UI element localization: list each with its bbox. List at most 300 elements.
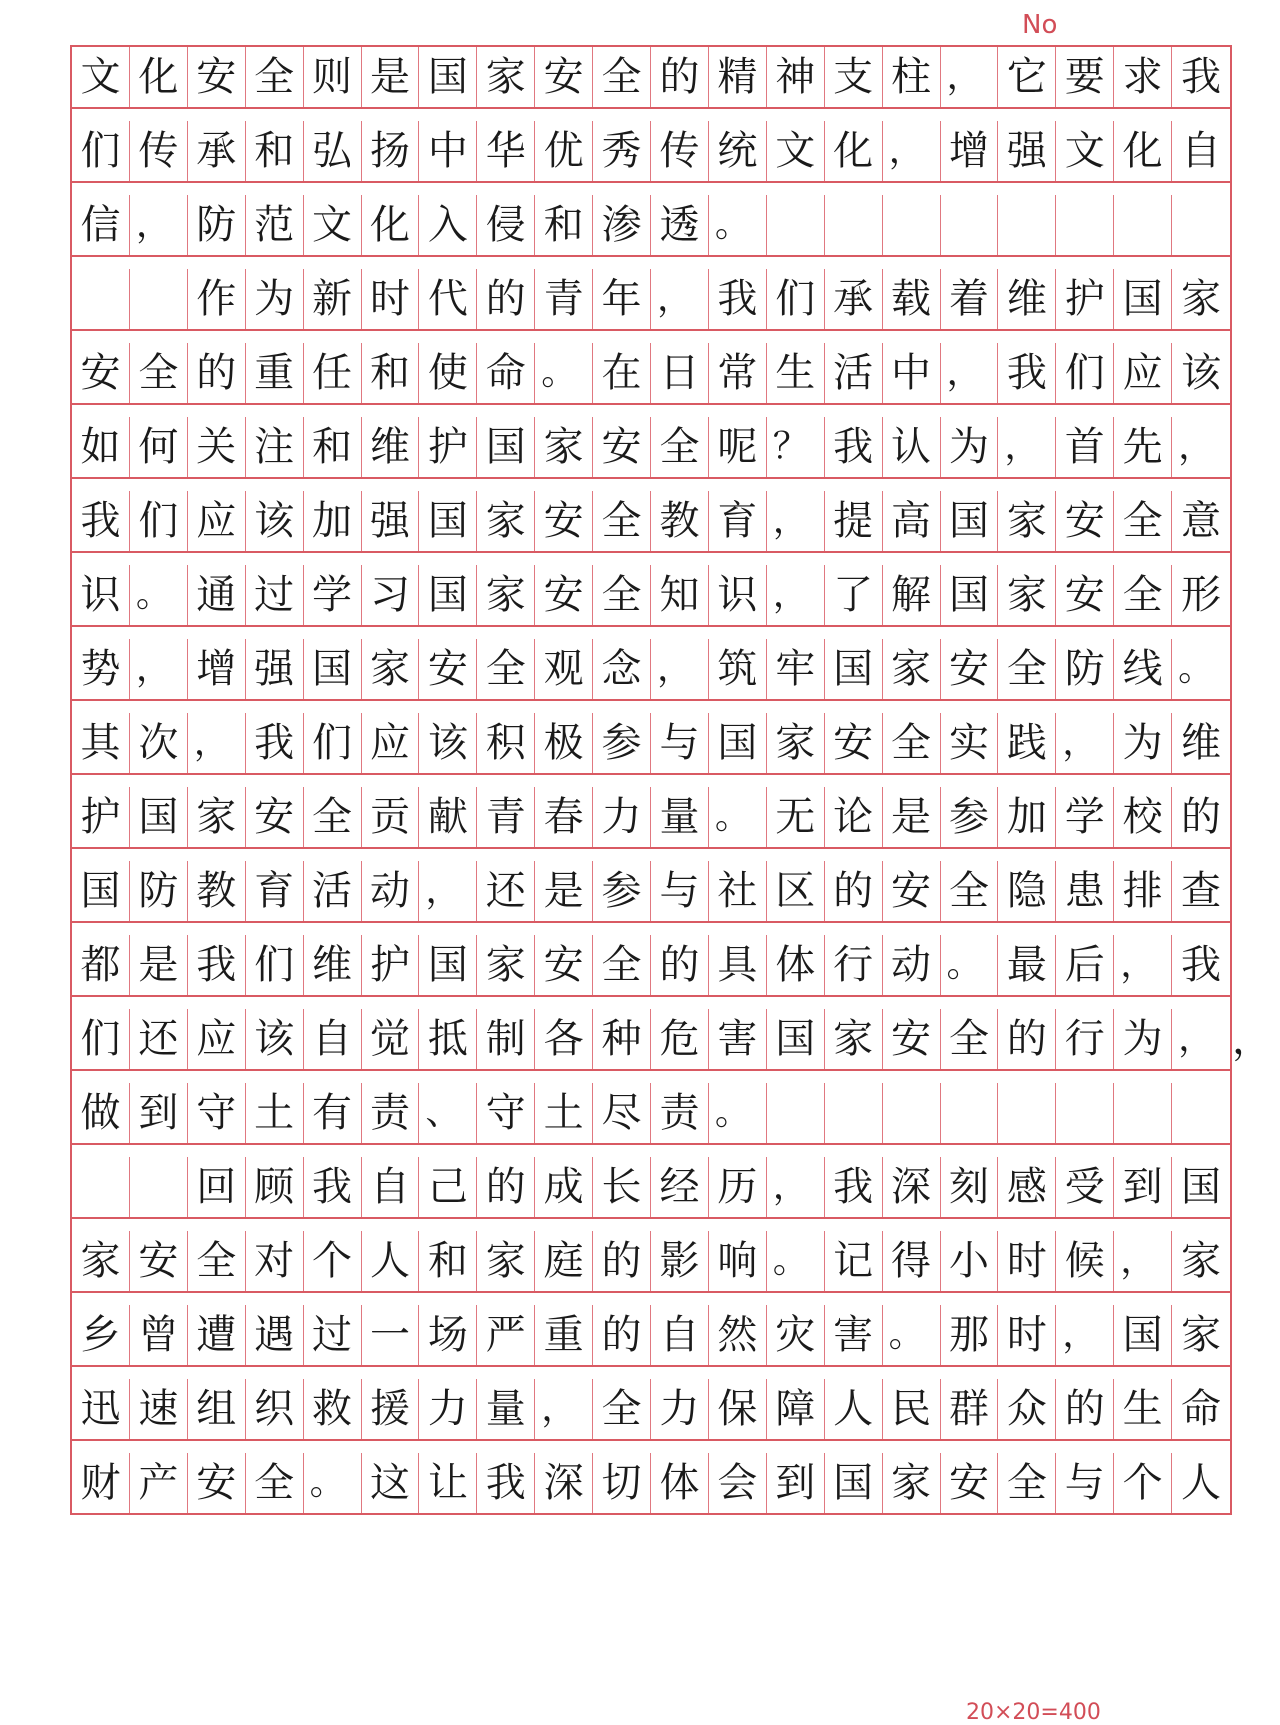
grid-cell: 与: [1056, 1453, 1114, 1513]
grid-row: [72, 1453, 1230, 1515]
grid-cell: 区: [767, 861, 825, 921]
grid-cell: 育: [246, 861, 304, 921]
grid-cell: 积: [477, 713, 535, 773]
grid-cell: 参: [593, 861, 651, 921]
grid-cell: 文: [1056, 121, 1114, 181]
grid-cell: 应: [188, 1009, 246, 1069]
grid-cell: 是: [362, 47, 420, 107]
grid-row: [72, 787, 1230, 849]
grid-cell: 渗: [593, 195, 651, 255]
grid-cell: 维: [362, 417, 420, 477]
grid-cell: 参: [593, 713, 651, 773]
grid-cell: 增: [188, 639, 246, 699]
grid-cell: 意: [1181, 498, 1222, 544]
grid-cell: 重: [246, 343, 304, 403]
grid-cell: 记: [825, 1231, 883, 1291]
grid-cell: [1056, 1083, 1114, 1143]
grid-cell: 精: [709, 47, 767, 107]
grid-cell: [941, 195, 999, 255]
grid-cell: 首: [1056, 417, 1114, 477]
grid-cell: 生: [1114, 1379, 1172, 1439]
grid-cell: 产: [130, 1453, 188, 1513]
grid-cell: 提: [825, 491, 883, 551]
grid-cell: 我: [477, 1453, 535, 1513]
grid-cell: 我: [1181, 942, 1222, 988]
grid-cell: 国: [767, 1009, 825, 1069]
grid-cell: 它: [998, 47, 1056, 107]
grid-cell: ，: [130, 195, 188, 255]
grid-cell: 年: [593, 269, 651, 329]
grid-cell: 速: [130, 1379, 188, 1439]
grid-cell: 则: [304, 47, 362, 107]
grid-cell: ，: [130, 639, 188, 699]
grid-cell: 国: [477, 417, 535, 477]
grid-cell: 安: [188, 47, 246, 107]
grid-cell: 小: [941, 1231, 999, 1291]
grid-cell: 增: [941, 121, 999, 181]
grid-cell: 强: [246, 639, 304, 699]
manuscript-grid: [70, 45, 1232, 1515]
grid-cell: 个: [304, 1231, 362, 1291]
grid-cell: 们: [130, 491, 188, 551]
grid-cell: 形: [1181, 572, 1222, 618]
grid-cell: 护: [72, 787, 130, 847]
grid-cell: 最: [998, 935, 1056, 995]
grid-cell: 的: [651, 47, 709, 107]
grid-cell: 的: [825, 861, 883, 921]
grid-cell: 受: [1056, 1157, 1114, 1217]
grid-cell: 们: [72, 1009, 130, 1069]
grid-cell: 透: [651, 195, 709, 255]
grid-cell: 关: [188, 417, 246, 477]
grid-cell: 其: [72, 713, 130, 773]
grid-cell: 到: [130, 1083, 188, 1143]
grid-cell: 国: [709, 713, 767, 773]
grid-cell: 国: [825, 1453, 883, 1513]
grid-cell: 回: [188, 1157, 246, 1217]
grid-cell: 华: [477, 121, 535, 181]
grid-cell: 春: [535, 787, 593, 847]
grid-cell: [72, 269, 130, 329]
grid-cell: 严: [477, 1305, 535, 1365]
grid-cell: 任: [304, 343, 362, 403]
grid-cell: 实: [941, 713, 999, 773]
grid-cell: 家: [883, 1453, 941, 1513]
grid-cell: 论: [825, 787, 883, 847]
grid-cell: 无: [767, 787, 825, 847]
grid-cell: 国: [1114, 1305, 1172, 1365]
grid-cell: 国: [419, 47, 477, 107]
grid-cell: ，: [1178, 426, 1215, 467]
grid-cell: 尽: [593, 1083, 651, 1143]
grid-cell: 排: [1114, 861, 1172, 921]
grid-cell: 命: [1181, 1386, 1222, 1432]
grid-cell: 国: [419, 565, 477, 625]
grid-cell: 动: [362, 861, 420, 921]
grid-cell: 遇: [246, 1305, 304, 1365]
grid-cell: 应: [188, 491, 246, 551]
grid-cell: 量: [651, 787, 709, 847]
grid-cell: 化: [825, 121, 883, 181]
grid-cell: 到: [767, 1453, 825, 1513]
grid-row: [72, 417, 1230, 479]
grid-cell: 顾: [246, 1157, 304, 1217]
grid-cell: 家: [767, 713, 825, 773]
grid-cell: 曾: [130, 1305, 188, 1365]
grid-cell: 财: [72, 1453, 130, 1513]
grid-cell: 们: [304, 713, 362, 773]
grid-cell: 人: [825, 1379, 883, 1439]
grid-cell: 们: [246, 935, 304, 995]
grid-cell: 统: [709, 121, 767, 181]
grid-cell: 后: [1056, 935, 1114, 995]
grid-cell: [72, 1157, 130, 1217]
grid-cell: 家: [1181, 1312, 1222, 1358]
grid-cell: 入: [419, 195, 477, 255]
grid-cell: 长: [593, 1157, 651, 1217]
grid-cell: ，: [1114, 935, 1172, 995]
grid-cell: [1172, 195, 1230, 255]
grid-cell: 国: [419, 491, 477, 551]
grid-cell: 。: [304, 1453, 362, 1513]
grid-cell: 土: [535, 1083, 593, 1143]
grid-cell: 。: [941, 935, 999, 995]
grid-cell: 害: [709, 1009, 767, 1069]
grid-cell: 们: [767, 269, 825, 329]
grid-cell: 载: [883, 269, 941, 329]
grid-cell: [941, 1083, 999, 1143]
grid-cell: ？: [767, 417, 825, 477]
grid-cell: 为: [1114, 713, 1172, 773]
grid-cell: 护: [362, 935, 420, 995]
grid-cell: 为: [1114, 1009, 1172, 1069]
grid-cell: 献: [419, 787, 477, 847]
grid-cell: 。: [709, 195, 767, 255]
grid-cell: 线: [1114, 639, 1172, 699]
grid-cell: 注: [246, 417, 304, 477]
grid-cell: [130, 1157, 188, 1217]
grid-cell: 全: [651, 417, 709, 477]
grid-cell: 成: [535, 1157, 593, 1217]
grid-cell: 庭: [535, 1231, 593, 1291]
grid-cell: 的: [998, 1009, 1056, 1069]
grid-cell: 势: [72, 639, 130, 699]
grid-cell: 文: [767, 121, 825, 181]
grid-cell: 响: [709, 1231, 767, 1291]
grid-cell: 知: [651, 565, 709, 625]
grid-cell: 是: [130, 935, 188, 995]
grid-cell: [767, 195, 825, 255]
grid-cell: 信: [72, 195, 130, 255]
grid-cell: [767, 1083, 825, 1143]
grid-cell: 全: [593, 47, 651, 107]
grid-cell: 全: [941, 1009, 999, 1069]
grid-cell: 个: [1114, 1453, 1172, 1513]
grid-cell: 范: [246, 195, 304, 255]
grid-cell: [130, 269, 188, 329]
grid-cell: 安: [825, 713, 883, 773]
grid-cell: 习: [362, 565, 420, 625]
grid-row: [72, 713, 1230, 775]
grid-cell: 高: [883, 491, 941, 551]
grid-cell: 日: [651, 343, 709, 403]
grid-cell: 家: [477, 1231, 535, 1291]
grid-cell: 力: [651, 1379, 709, 1439]
grid-cell: 学: [304, 565, 362, 625]
grid-cell: 还: [477, 861, 535, 921]
grid-cell: 该: [246, 1009, 304, 1069]
grid-cell: 隐: [998, 861, 1056, 921]
grid-cell: 全: [998, 1453, 1056, 1513]
grid-cell: ，: [419, 861, 477, 921]
grid-cell: 国: [72, 861, 130, 921]
grid-cell: 乡: [72, 1305, 130, 1365]
grid-cell: 家: [535, 417, 593, 477]
grid-row: [72, 1305, 1230, 1367]
grid-cell: 在: [593, 343, 651, 403]
grid-cell: 安: [1056, 491, 1114, 551]
grid-cell: 和: [535, 195, 593, 255]
grid-cell: 命: [477, 343, 535, 403]
grid-cell: 新: [304, 269, 362, 329]
grid-row: [72, 1009, 1230, 1071]
grid-cell: 如: [72, 417, 130, 477]
grid-cell: 安: [246, 787, 304, 847]
grid-cell: ，: [1178, 1018, 1215, 1059]
grid-cell: 强: [362, 491, 420, 551]
grid-cell: 安: [419, 639, 477, 699]
grid-cell: 全: [593, 565, 651, 625]
grid-row: [72, 343, 1230, 405]
grid-cell: 的: [593, 1305, 651, 1365]
grid-cell: 是: [883, 787, 941, 847]
grid-cell: ，: [1056, 713, 1114, 773]
grid-cell: [1172, 1083, 1230, 1143]
grid-cell: 、: [419, 1083, 477, 1143]
grid-cell: 群: [941, 1379, 999, 1439]
grid-cell: 。: [130, 565, 188, 625]
grid-row: [72, 1083, 1230, 1145]
grid-cell: ，: [1056, 1305, 1114, 1365]
grid-cell: 历: [709, 1157, 767, 1217]
grid-cell: 加: [998, 787, 1056, 847]
grid-cell: 安: [1056, 565, 1114, 625]
grid-cell: 传: [130, 121, 188, 181]
grid-cell: 全: [1114, 491, 1172, 551]
grid-cell: 中: [419, 121, 477, 181]
grid-cell: 践: [998, 713, 1056, 773]
grid-cell: 织: [246, 1379, 304, 1439]
grid-cell: 安: [188, 1453, 246, 1513]
grid-cell: 安: [883, 1009, 941, 1069]
grid-cell: 体: [767, 935, 825, 995]
grid-cell: 生: [767, 343, 825, 403]
grid-cell: ，: [767, 491, 825, 551]
grid-cell: 全: [593, 1379, 651, 1439]
grid-cell: 神: [767, 47, 825, 107]
grid-cell: 加: [304, 491, 362, 551]
grid-row: [72, 269, 1230, 331]
grid-cell: 我: [998, 343, 1056, 403]
grid-cell: 校: [1114, 787, 1172, 847]
grid-cell: 民: [883, 1379, 941, 1439]
grid-cell: 家: [883, 639, 941, 699]
grid-cell: 那: [941, 1305, 999, 1365]
grid-cell: 人: [362, 1231, 420, 1291]
grid-cell: 该: [1181, 350, 1222, 396]
grid-cell: 还: [130, 1009, 188, 1069]
grid-cell: 全: [130, 343, 188, 403]
grid-cell: 的: [477, 269, 535, 329]
grid-cell: 。: [709, 1083, 767, 1143]
grid-cell: 的: [593, 1231, 651, 1291]
grid-cell: 害: [825, 1305, 883, 1365]
grid-cell: 家: [477, 565, 535, 625]
grid-cell: [1114, 195, 1172, 255]
grid-cell: 安: [535, 935, 593, 995]
grid-row: [72, 565, 1230, 627]
grid-cell: ，: [767, 1157, 825, 1217]
grid-cell: 的: [1181, 794, 1222, 840]
grid-cell: 过: [246, 565, 304, 625]
grid-cell: 让: [419, 1453, 477, 1513]
grid-cell: 体: [651, 1453, 709, 1513]
grid-cell: 时: [998, 1305, 1056, 1365]
grid-cell: 。: [535, 343, 593, 403]
grid-cell: 家: [72, 1231, 130, 1291]
grid-cell: 我: [188, 935, 246, 995]
grid-cell: 家: [362, 639, 420, 699]
grid-cell: 优: [535, 121, 593, 181]
grid-cell: 筑: [709, 639, 767, 699]
grid-cell: 查: [1181, 868, 1222, 914]
grid-cell: 对: [246, 1231, 304, 1291]
grid-cell: 。: [767, 1231, 825, 1291]
grid-cell: [825, 195, 883, 255]
grid-cell: 种: [593, 1009, 651, 1069]
grid-cell: 自: [362, 1157, 420, 1217]
grid-cell: 全: [941, 861, 999, 921]
grid-cell: 国: [1114, 269, 1172, 329]
grid-cell: 我: [825, 1157, 883, 1217]
grid-cell: 念: [593, 639, 651, 699]
grid-cell: 该: [246, 491, 304, 551]
grid-cell: 候: [1056, 1231, 1114, 1291]
grid-cell: 求: [1114, 47, 1172, 107]
grid-cell: 柱: [883, 47, 941, 107]
grid-cell: 维: [1181, 720, 1222, 766]
grid-cell: 组: [188, 1379, 246, 1439]
grid-cell: 为: [941, 417, 999, 477]
grid-cell: 国: [130, 787, 188, 847]
grid-cell: 的: [651, 935, 709, 995]
grid-row: [72, 1231, 1230, 1293]
grid-cell: 通: [188, 565, 246, 625]
grid-cell: 全: [477, 639, 535, 699]
grid-row: [72, 491, 1230, 553]
grid-cell: ，: [998, 417, 1056, 477]
grid-row: [72, 639, 1230, 701]
grid-cell: 一: [362, 1305, 420, 1365]
grid-cell: 安: [72, 343, 130, 403]
grid-cell: 次: [130, 713, 188, 773]
grid-cell: 家: [998, 565, 1056, 625]
grid-cell: 时: [362, 269, 420, 329]
grid-cell: 社: [709, 861, 767, 921]
grid-cell: 影: [651, 1231, 709, 1291]
grid-cell: 要: [1056, 47, 1114, 107]
grid-cell: 维: [304, 935, 362, 995]
grid-cell: 自: [1181, 128, 1222, 174]
overflow-punctuation: ，: [1232, 1017, 1272, 1063]
grid-cell: 的: [188, 343, 246, 403]
grid-cell: 患: [1056, 861, 1114, 921]
grid-cell: 我: [72, 491, 130, 551]
grid-cell: 国: [825, 639, 883, 699]
grid-cell: 了: [825, 565, 883, 625]
grid-cell: 活: [825, 343, 883, 403]
grid-cell: 化: [1114, 121, 1172, 181]
grid-cell: 然: [709, 1305, 767, 1365]
grid-cell: 弘: [304, 121, 362, 181]
grid-cell: 我: [246, 713, 304, 773]
grid-cell: 众: [998, 1379, 1056, 1439]
grid-cell: 援: [362, 1379, 420, 1439]
grid-row: [72, 47, 1230, 109]
grid-cell: 全: [998, 639, 1056, 699]
grid-cell: 承: [188, 121, 246, 181]
grid-row: [72, 195, 1230, 257]
grid-cell: 己: [419, 1157, 477, 1217]
grid-cell: 学: [1056, 787, 1114, 847]
grid-cell: 着: [941, 269, 999, 329]
grid-cell: 。: [883, 1305, 941, 1365]
grid-cell: 我: [825, 417, 883, 477]
grid-cell: 扬: [362, 121, 420, 181]
grid-cell: 动: [883, 935, 941, 995]
grid-cell: 家: [1181, 276, 1222, 322]
grid-cell: 经: [651, 1157, 709, 1217]
grid-cell: 化: [362, 195, 420, 255]
grid-cell: [883, 195, 941, 255]
grid-cell: 和: [304, 417, 362, 477]
grid-caption: 20×20=400: [966, 1700, 1101, 1725]
grid-cell: 保: [709, 1379, 767, 1439]
grid-cell: [998, 1083, 1056, 1143]
grid-cell: ，: [883, 121, 941, 181]
grid-cell: 教: [188, 861, 246, 921]
grid-cell: 安: [535, 47, 593, 107]
grid-cell: 家: [188, 787, 246, 847]
grid-cell: 国: [941, 491, 999, 551]
grid-cell: 全: [188, 1231, 246, 1291]
grid-row: [72, 861, 1230, 923]
grid-cell: 全: [246, 1453, 304, 1513]
grid-cell: 有: [304, 1083, 362, 1143]
grid-cell: 文: [304, 195, 362, 255]
grid-cell: 家: [998, 491, 1056, 551]
grid-cell: 国: [1181, 1164, 1222, 1210]
grid-cell: 感: [998, 1157, 1056, 1217]
grid-cell: 救: [304, 1379, 362, 1439]
grid-cell: 的: [1056, 1379, 1114, 1439]
grid-cell: 到: [1114, 1157, 1172, 1217]
grid-cell: 行: [1056, 1009, 1114, 1069]
grid-cell: 和: [419, 1231, 477, 1291]
grid-cell: 秀: [593, 121, 651, 181]
grid-cell: [883, 1083, 941, 1143]
grid-cell: 人: [1181, 1460, 1222, 1506]
